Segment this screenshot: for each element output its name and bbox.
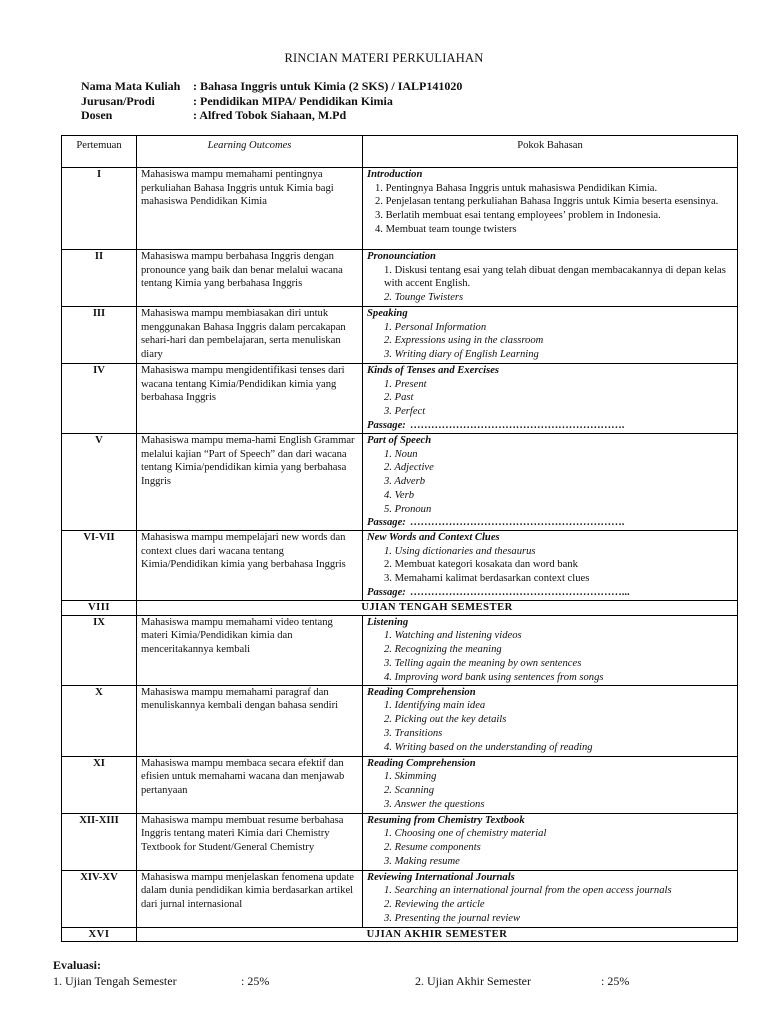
- evaluation-title: Evaluasi:: [53, 958, 102, 972]
- topic-title: Reading Comprehension: [367, 757, 476, 769]
- topic-item: 2. Reviewing the article: [384, 899, 485, 911]
- learning-outcome: Mahasiswa mampu memahami paragraf dan menuliskannya kembali dengan bahasa sendiri: [137, 685, 363, 756]
- passage-blank: …………………………………………………….: [409, 517, 625, 529]
- topic-item: 2. Scanning: [384, 785, 435, 797]
- topic-title: Introduction: [367, 169, 423, 180]
- topic-item: 2. Picking out the key details: [384, 714, 507, 726]
- topic-title: Part of Speech: [367, 435, 432, 446]
- table-row: [62, 870, 738, 927]
- meta-lecturer: [81, 108, 462, 123]
- table-row: [62, 813, 738, 870]
- document-title: RINCIAN MATERI PERKULIAHAN: [284, 51, 484, 65]
- meeting-number: XIV-XV: [62, 870, 137, 927]
- table-row: [62, 756, 738, 813]
- table-header-row: [62, 136, 738, 168]
- topic-list: [367, 321, 733, 362]
- topic-item: 1. Using dictionaries and thesaurus: [384, 545, 536, 557]
- topic-cell: [363, 756, 738, 813]
- topic-cell: [363, 813, 738, 870]
- topic-item: 3. Making resume: [384, 855, 460, 867]
- meeting-number: X: [62, 685, 137, 756]
- topic-item: 1. Identifying main idea: [384, 700, 486, 712]
- topic-title: New Words and Context Clues: [367, 532, 500, 543]
- topic-list: [367, 884, 733, 925]
- meeting-number: V: [62, 434, 137, 531]
- evaluation-value: : 25%: [601, 974, 630, 988]
- passage-line: [367, 586, 733, 600]
- meeting-number: IX: [62, 615, 137, 685]
- exam-row: [62, 927, 738, 942]
- topic-item: 4. Membuat team tounge twisters: [375, 223, 517, 235]
- topic-title: Listening: [367, 616, 409, 628]
- meta-department: [81, 94, 462, 109]
- topic-list: [367, 378, 733, 419]
- topic-cell: [363, 250, 738, 307]
- topic-cell: [363, 685, 738, 756]
- topic-item: 2. Resume components: [384, 842, 481, 854]
- topic-item: 1. Skimming: [384, 771, 437, 783]
- learning-outcome: Mahasiswa mampu menjelaskan fenomena update dalam dunia pendidikan kimia berdasarkan artikel dari jurnal internasional: [137, 870, 363, 927]
- learning-outcome: Mahasiswa mampu mempelajari new words dan context clues dari wacana tentang Kimia/Pendidikan kimia yang berbahasa Inggris: [137, 531, 363, 601]
- table-row: [62, 250, 738, 307]
- learning-outcome: Mahasiswa mampu mema-hami English Grammar melalui kajian “Part of Speech” dan dari wacana tentang Kimia/pendidikan kimia yang berbahasa Inggris: [137, 434, 363, 531]
- topic-cell: [363, 307, 738, 364]
- topic-item: 3. Answer the questions: [384, 798, 485, 810]
- topic-title: Pronounciation: [367, 251, 436, 262]
- learning-outcome: Mahasiswa mampu berbahasa Inggris dengan pronounce yang baik dan benar melalui wacana tentang Kimia yang berbahasa Inggris: [137, 250, 363, 307]
- topic-title: Reading Comprehension: [367, 686, 476, 698]
- topic-item: 4. Improving word bank using sentences from songs: [384, 671, 604, 683]
- topic-item: 1. Choosing one of chemistry material: [384, 828, 547, 840]
- learning-outcome: Mahasiswa mampu memahami pentingnya perkuliahan Bahasa Inggris untuk Kimia bagi mahasiswa Pendidikan Kimia: [137, 168, 363, 250]
- topic-item: 4. Writing based on the understanding of reading: [384, 741, 593, 753]
- topic-cell: [363, 168, 738, 250]
- passage-label: Passage:: [367, 586, 406, 598]
- meeting-number: III: [62, 307, 137, 364]
- meta-key: Jurusan/Prodi: [81, 93, 155, 108]
- passage-label: Passage:: [367, 419, 406, 431]
- topic-item: 3. Presenting the journal review: [384, 912, 521, 924]
- evaluation-item-midterm: [53, 974, 269, 989]
- passage-label: Passage:: [367, 517, 406, 529]
- topic-item: 3. Berlatih membuat esai tentang employees’ problem in Indonesia.: [375, 210, 661, 222]
- course-meta: [81, 79, 462, 123]
- topic-item: 2. Tounge Twisters: [384, 292, 464, 304]
- topic-item: 1. Diskusi tentang esai yang telah dibuat dengan membacakannya di depan kelas with accent English.: [384, 264, 726, 290]
- topic-item: 5. Pronoun: [384, 503, 432, 515]
- evaluation-value: : 25%: [241, 974, 270, 988]
- learning-outcome: Mahasiswa mampu mengidentifikasi tenses dari wacana tentang Kimia/Pendidikan kimia yang berbahasa Inggris: [137, 364, 363, 434]
- table-row: [62, 168, 738, 250]
- topic-title: Kinds of Tenses and Exercises: [367, 365, 500, 376]
- topic-item: 1. Personal Information: [384, 321, 487, 333]
- table-body: [62, 168, 738, 942]
- topic-list: [367, 827, 733, 868]
- topic-item: 2. Past: [384, 392, 414, 404]
- passage-blank: ……………………………………………………...: [409, 586, 630, 598]
- topic-item: 4. Verb: [384, 489, 415, 501]
- topic-cell: [363, 434, 738, 531]
- topic-item: 3. Memahami kalimat berdasarkan context clues: [384, 573, 590, 585]
- topic-list: [367, 264, 733, 305]
- header-topics: Pokok Bahasan: [363, 136, 738, 168]
- evaluation-section: [53, 958, 630, 988]
- topic-list: [367, 448, 733, 517]
- meta-course-name: [81, 79, 462, 94]
- meta-value: : Bahasa Inggris untuk Kimia (2 SKS) / IALP141020: [193, 79, 463, 93]
- table-row: [62, 531, 738, 601]
- meeting-number: VIII: [62, 601, 137, 616]
- topic-title: Reviewing International Journals: [367, 871, 515, 883]
- table-row: [62, 307, 738, 364]
- topic-item: 3. Adverb: [384, 476, 425, 488]
- meta-key: Nama Mata Kuliah: [81, 79, 181, 93]
- topic-cell: [363, 531, 738, 601]
- learning-outcome: Mahasiswa mampu memahami video tentang materi Kimia/Pendidikan kimia dan menceritakannya kembali: [137, 615, 363, 685]
- topic-list: [367, 770, 733, 811]
- learning-outcome: Mahasiswa mampu membiasakan diri untuk menggunakan Bahasa Inggris dalam percakapan sehari-hari dan pembelajaran, serta menuliskan diary: [137, 307, 363, 364]
- topic-item: 3. Transitions: [384, 727, 443, 739]
- topic-item: 3. Telling again the meaning by own sentences: [384, 657, 582, 669]
- table-row: [62, 685, 738, 756]
- topic-item: 2. Recognizing the meaning: [384, 644, 502, 656]
- topic-list: [367, 629, 733, 684]
- passage-blank: …………………………………………………….: [409, 419, 625, 431]
- evaluation-label: 2. Ujian Akhir Semester: [415, 974, 531, 988]
- topic-item: 2. Membuat kategori kosakata dan word bank: [384, 559, 578, 571]
- topic-list: [367, 699, 733, 754]
- exam-label: UJIAN AKHIR SEMESTER: [137, 927, 738, 942]
- topic-item: 3. Perfect: [384, 406, 426, 418]
- table-row: [62, 364, 738, 434]
- topic-list: [367, 545, 733, 586]
- table-row: [62, 434, 738, 531]
- topic-cell: [363, 364, 738, 434]
- topic-item: 1. Present: [384, 378, 427, 390]
- topic-cell: [363, 615, 738, 685]
- meeting-number: XII-XIII: [62, 813, 137, 870]
- topic-item: 3. Writing diary of English Learning: [384, 349, 539, 361]
- table-row: [62, 615, 738, 685]
- header-meeting: Pertemuan: [62, 136, 137, 168]
- evaluation-item-final: [415, 974, 629, 989]
- topic-cell: [363, 870, 738, 927]
- topic-title: Speaking: [367, 308, 408, 319]
- learning-outcome: Mahasiswa mampu membaca secara efektif dan efisien untuk memahami wacana dan menjawab pertanyaan: [137, 756, 363, 813]
- meeting-number: XI: [62, 756, 137, 813]
- meeting-number: I: [62, 168, 137, 250]
- header-learning-outcomes: Learning Outcomes: [137, 136, 363, 168]
- learning-outcome: Mahasiswa mampu membuat resume berbahasa Inggris tentang materi Kimia dari Chemistry Textbook for Student/General Chemistry: [137, 813, 363, 870]
- topic-item: 1. Pentingnya Bahasa Inggris untuk mahasiswa Pendidikan Kimia.: [375, 182, 658, 194]
- topic-item: 2. Penjelasan tentang perkuliahan Bahasa Inggris untuk Kimia beserta esensinya.: [375, 196, 719, 208]
- meeting-number: IV: [62, 364, 137, 434]
- meeting-number: II: [62, 250, 137, 307]
- course-material-table: [61, 135, 738, 942]
- meeting-number: VI-VII: [62, 531, 137, 601]
- topic-item: 1. Noun: [384, 448, 418, 460]
- topic-item: 2. Adjective: [384, 462, 434, 474]
- topic-item: 1. Searching an international journal from the open access journals: [384, 885, 672, 897]
- exam-label: UJIAN TENGAH SEMESTER: [137, 601, 738, 616]
- topic-title: Resuming from Chemistry Textbook: [367, 814, 525, 826]
- meta-value: : Alfred Tobok Siahaan, M.Pd: [193, 108, 347, 122]
- meeting-number: XVI: [62, 927, 137, 942]
- meta-value: : Pendidikan MIPA/ Pendidikan Kimia: [193, 93, 393, 108]
- topic-item: 1. Watching and listening videos: [384, 630, 522, 642]
- topic-list: [367, 182, 733, 237]
- meta-key: Dosen: [81, 108, 113, 122]
- evaluation-label: 1. Ujian Tengah Semester: [53, 974, 177, 988]
- passage-line: [367, 419, 733, 433]
- topic-item: 2. Expressions using in the classroom: [384, 335, 544, 347]
- exam-row: [62, 601, 738, 616]
- passage-line: [367, 516, 733, 530]
